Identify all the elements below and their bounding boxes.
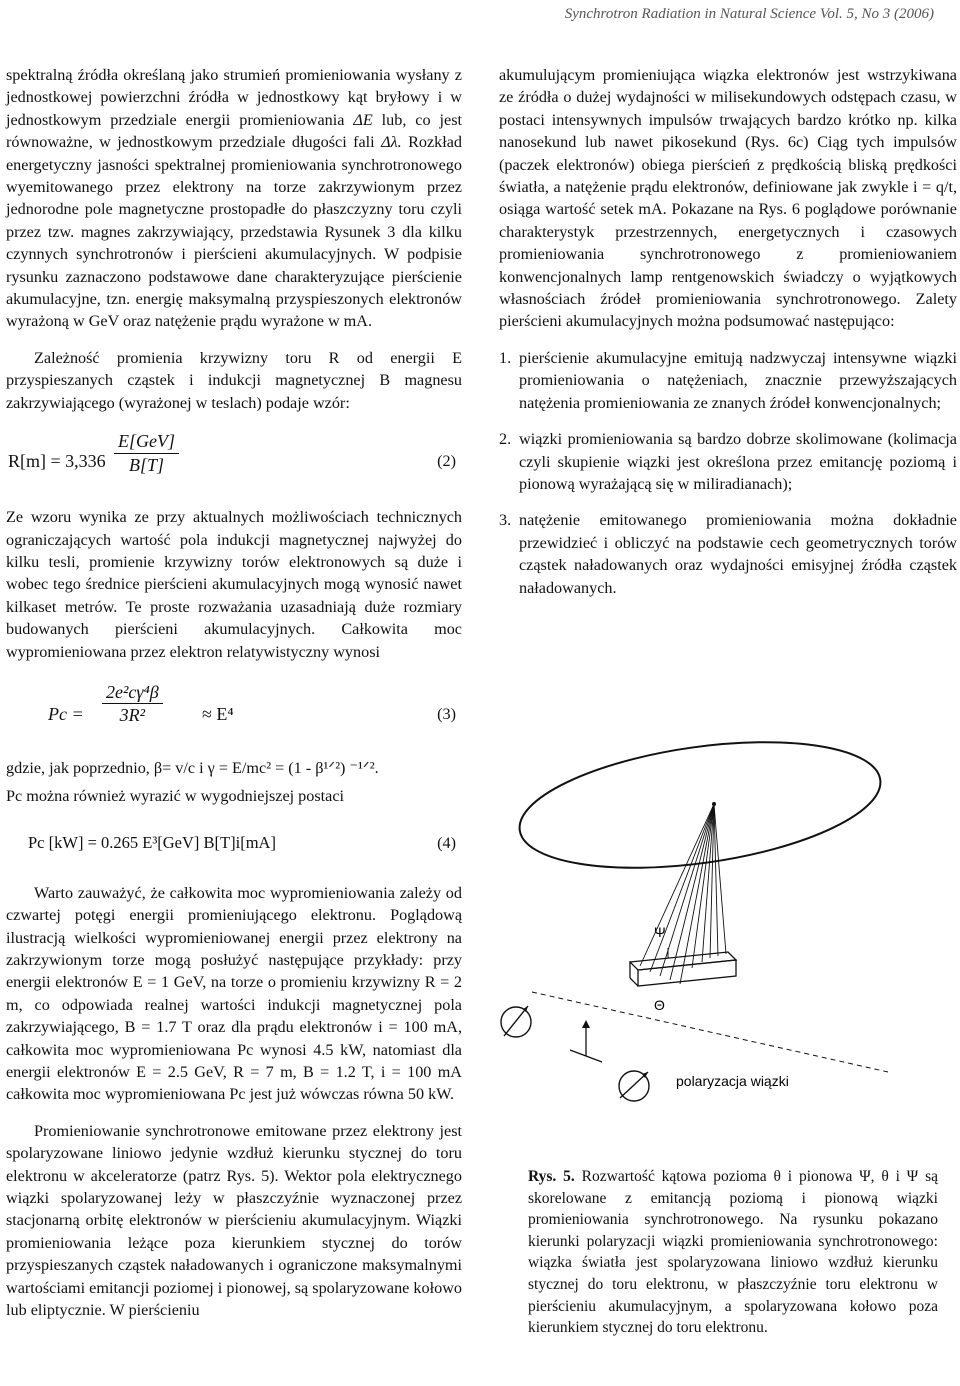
theta-label: Θ: [654, 997, 665, 1013]
paragraph-polarization: Promieniowanie synchrotronowe emitowane przez elektrony jest spolaryzowane liniowo jedynie wzdłuż kierunku stycznej do toru elektronu w akceleratorze (patrz Rys. 5). Wektor pola elektrycznego wiązki spolaryzowanej leży w płaszczyźnie wyznaczonej przez stacjonarną orbitę elektronów w pierścieniu akumulacyjnym. Wiązki promieniowania leżące poza kierunkiem stycznej do torów przyspieszanych cząstek naładowanych i ograniczone maksymalnymi wartościami emitancji poziomej i pionowej, są spolaryzowane kołowo lub eliptycznie. W pierścieniu: [6, 1121, 462, 1320]
equation-4: Pc [kW] = 0.265 E³[GeV] B[T]i[mA] (4): [28, 832, 456, 852]
left-column: [6, 64, 462, 1321]
right-column: [499, 64, 957, 613]
paragraph-curvature: Zależność promienia krzywizny toru R od energii E przyspieszanych cząstek i indukcji magnetycznej B magnesu zakrzywiającego (wyrażonej w teslach) podaje wzór:: [6, 348, 462, 412]
figure-5-diagram: [470, 700, 950, 1140]
journal-header: Synchrotron Radiation in Natural Science Vol. 5, No 3 (2006): [564, 6, 934, 22]
list-item: 1. pierścienie akumulacyjne emitują nadzwyczaj intensywne wiązki promieniowania o natężeniach, znacznie przewyższających natężenia promieniowania ze znanych źródeł konwencjonalnych;: [499, 348, 957, 412]
figure-5-caption: Rys. 5. Rozwartość kątowa pozioma θ i pionowa Ψ, θ i Ψ są skorelowane z emitancją poziomą i pionową wiązki promieniowania synchrotronowego. Na rysunku pokazano kierunki polaryzacji wiązki promieniowania synchrotronowego: wiązka światła jest spolaryzowana liniowo wzdłuż kierunku stycznej do toru elektronu, w płaszczyźnie toru elektronu w pierścieniu akumulacyjnym, a spolaryzowana kołowo poza kierunkiem stycznej do toru elektronu.: [528, 1168, 938, 1337]
psi-label: Ψ: [654, 924, 666, 940]
paragraph-definitions: gdzie, jak poprzednio, β= v/c i γ = E/mc² = (1 - β¹ᐟ²) ⁻¹ᐟ².: [6, 758, 379, 777]
list-item: 2. wiązki promieniowania są bardzo dobrze skolimowane (kolimacja czyli skupienie wiązki jest określona przez emitancję poziomą i pionową wyrażającą się w miliradianach);: [499, 430, 957, 493]
equation-3: Pc = $\frac{\text{2e²cγ⁴β}}{\text{3R²}}$ ≈ E⁴ (3): [48, 681, 456, 726]
paragraph-pc: Pc można również wyrazić w wygodniejszej postaci: [6, 787, 345, 806]
orbit-ellipse: [512, 722, 889, 888]
paragraph-ring-size: Ze wzoru wynika ze przy aktualnych możliwościach technicznych ograniczających wartość pola indukcji magnetycznej najwyżej do kilku tesli, promienie krzywizny torów elektronowych są duże i wobec tego średnice pierścieni akumulacyjnych mogą wynosić nawet kilkaset metrów. Te proste rozważania uzasadniają duże rozmiary budowanych pierścieni akumulacyjnych. Całkowita moc wypromieniowana przez elektron relatywistyczny wynosi: [6, 508, 462, 661]
advantages-list: [499, 347, 957, 599]
paragraph-injection: akumulującym promieniująca wiązka elektronów jest wstrzykiwana ze źródła o dużej wydajności w milisekundowych odstępach czasu, w postaci intensywnych impulsów trwających bardzo krótko np. kilka nanosekund lub nawet pikosekund (Rys. 6c) Ciąg tych impulsów (paczek elektronów) obiega pierścień z prędkością bliską prędkości światła, a natężenie prądu elektronów, definiowane jak zwykle i = q/t, osiąga wartość setek mA. Pokazane na Rys. 6 poglądowe porównanie charakterystyk przestrzennych, energetycznych i czasowych promieniowania synchrotronowego z promieniowaniem konwencjonalnych lamp rentgenowskich świadczy o wyjątkowych własnościach źródeł promieniowania synchrotronowego. Zalety pierścieni akumulacyjnych można podsumować następująco:: [499, 66, 957, 331]
polarization-label: polaryzacja wiązki: [676, 1073, 789, 1089]
paragraph-spectral-brightness: spektralną źródła określaną jako strumień promieniowania wysłany z jednostkowej powierzchni źródła w jednostkowy kąt bryłowy i w jednostkowym przedziale energii promieniowania ΔE lub, co jest równoważne, w jednostkowym przedziale długości fali Δλ. Rozkład energetyczny jasności spektralnej promieniowania synchrotronowego wyemitowanego przez elektrony na torze zakrzywionym przez jednorodne pole magnetyczne prostopadłe do płaszczyzny toru czyli przez tzw. magnes zakrzywiający, przedstawia Rysunek 3 dla kilku czynnych synchrotronów i pierścieni akumulacyjnych. W podpisie rysunku zaznaczono podstawowe dane charakteryzujące pierścienie akumulacyjne, tzn. energię maksymalną przyspieszonych elektronów wyrażoną w GeV oraz natężenie prądu wyrażone w mA.: [6, 66, 463, 331]
equation-2: R[m] = 3,336 E[GeV] B[T] (2): [8, 431, 456, 475]
paragraph-power-examples: Warto zauważyć, że całkowita moc wypromieniowania zależy od czwartej potęgi energii promieniującego elektronu. Poglądową ilustracją wielkości wypromieniowanej energii przez elektrony na zakrzywionym torze mogą posłużyć następujące przykłady: przy energii elektronów E = 1 GeV, na torze o promieniu krzywizny R = 2 m, co odpowiada realnej wartości indukcji magnetycznej pola zakrzywiającego, B = 1.7 T oraz dla prądu elektronów i = 100 mA, całkowita moc wypromieniowana Pc wynosi 4.5 kW, natomiast dla energii elektronów E = 2.5 GeV, R = 7 m, B = 1.2 T, i = 100 mA całkowita moc wypromieniowana Pc jest już wówczas równa 50 kW.: [6, 883, 462, 1104]
list-item: 3. natężenie emitowanego promieniowania można dokładnie przewidzieć i obliczyć na podstawie cech geometrycznych torów cząstek naładowanych oraz wydajności emisyjnej źródła cząstek naładowanych.: [499, 511, 957, 597]
